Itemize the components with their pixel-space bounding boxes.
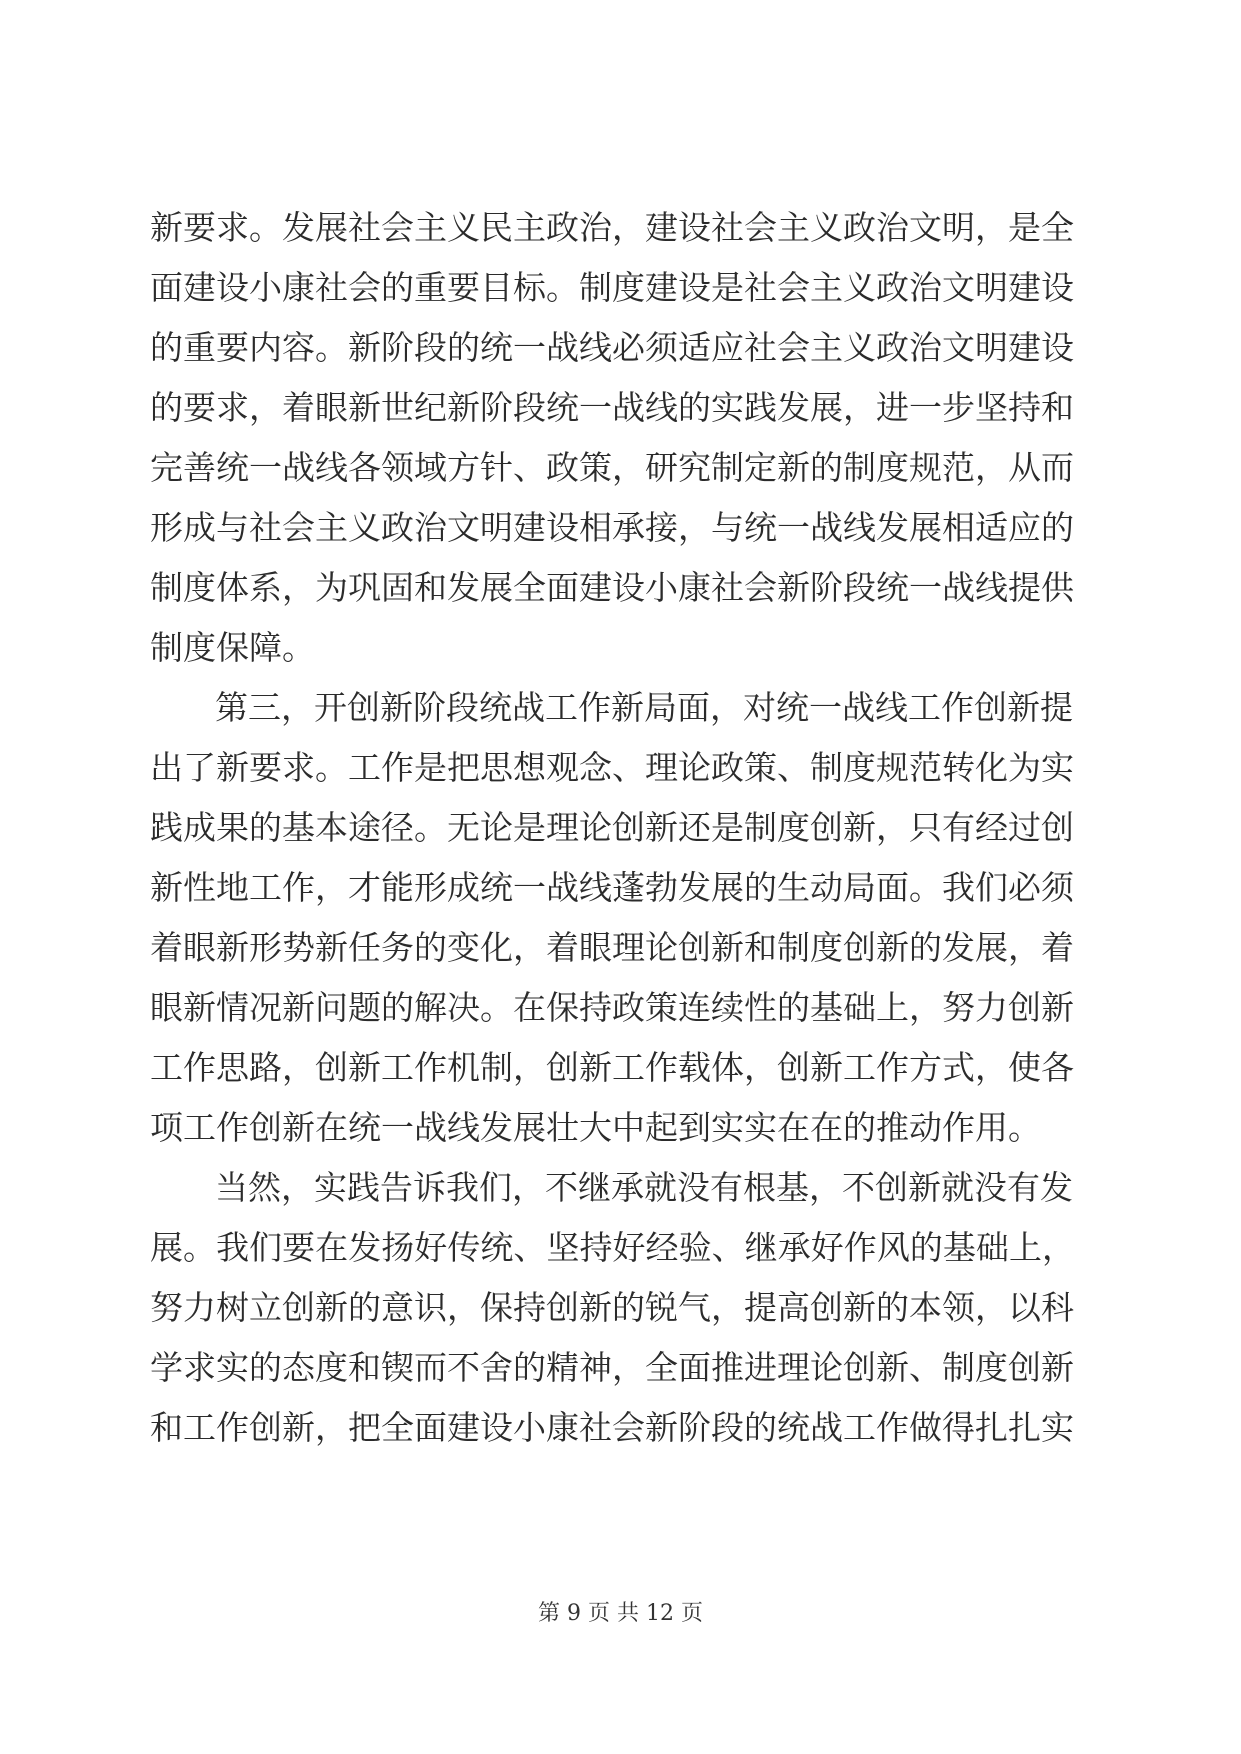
- paragraph-first-line: 第三，开创新阶段统战工作新局面，对统一战线工作创新提: [215, 688, 1073, 727]
- text-line: 展。我们要在发扬好传统、坚持好经验、继承好作风的基础上，: [150, 1228, 1075, 1267]
- text-line: 着眼新形势新任务的变化，着眼理论创新和制度创新的发展，着: [150, 928, 1074, 967]
- text-line: 出了新要求。工作是把思想观念、理论政策、制度规范转化为实: [150, 748, 1074, 787]
- text-line: 和工作创新，把全面建设小康社会新阶段的统战工作做得扎扎实: [150, 1408, 1074, 1447]
- text-line: 努力树立创新的意识，保持创新的锐气，提高创新的本领，以科: [150, 1288, 1074, 1327]
- text-line: 工作思路，创新工作机制，创新工作载体，创新工作方式，使各: [150, 1048, 1074, 1087]
- text-line: 眼新情况新问题的解决。在保持政策连续性的基础上，努力创新: [150, 988, 1074, 1027]
- text-line: 的重要内容。新阶段的统一战线必须适应社会主义政治文明建设: [150, 328, 1074, 367]
- text-line: 制度保障。: [150, 628, 315, 667]
- text-line: 面建设小康社会的重要目标。制度建设是社会主义政治文明建设: [150, 268, 1074, 307]
- text-line: 践成果的基本途径。无论是理论创新还是制度创新，只有经过创: [150, 808, 1074, 847]
- text-line: 学求实的态度和锲而不舍的精神，全面推进理论创新、制度创新: [150, 1348, 1074, 1387]
- text-line: 的要求，着眼新世纪新阶段统一战线的实践发展，进一步坚持和: [150, 388, 1074, 427]
- text-line: 项工作创新在统一战线发展壮大中起到实实在在的推动作用。: [150, 1108, 1041, 1147]
- text-line: 新要求。发展社会主义民主政治，建设社会主义政治文明，是全: [150, 208, 1074, 247]
- text-line: 制度体系，为巩固和发展全面建设小康社会新阶段统一战线提供: [150, 568, 1074, 607]
- text-line: 完善统一战线各领域方针、政策，研究制定新的制度规范，从而: [150, 448, 1074, 487]
- page-number-footer: 第 9 页 共 12 页: [538, 1601, 703, 1626]
- paragraph-first-line: 当然，实践告诉我们，不继承就没有根基，不创新就没有发: [215, 1168, 1073, 1207]
- text-line: 形成与社会主义政治文明建设相承接，与统一战线发展相适应的: [150, 508, 1074, 547]
- text-line: 新性地工作，才能形成统一战线蓬勃发展的生动局面。我们必须: [150, 868, 1074, 907]
